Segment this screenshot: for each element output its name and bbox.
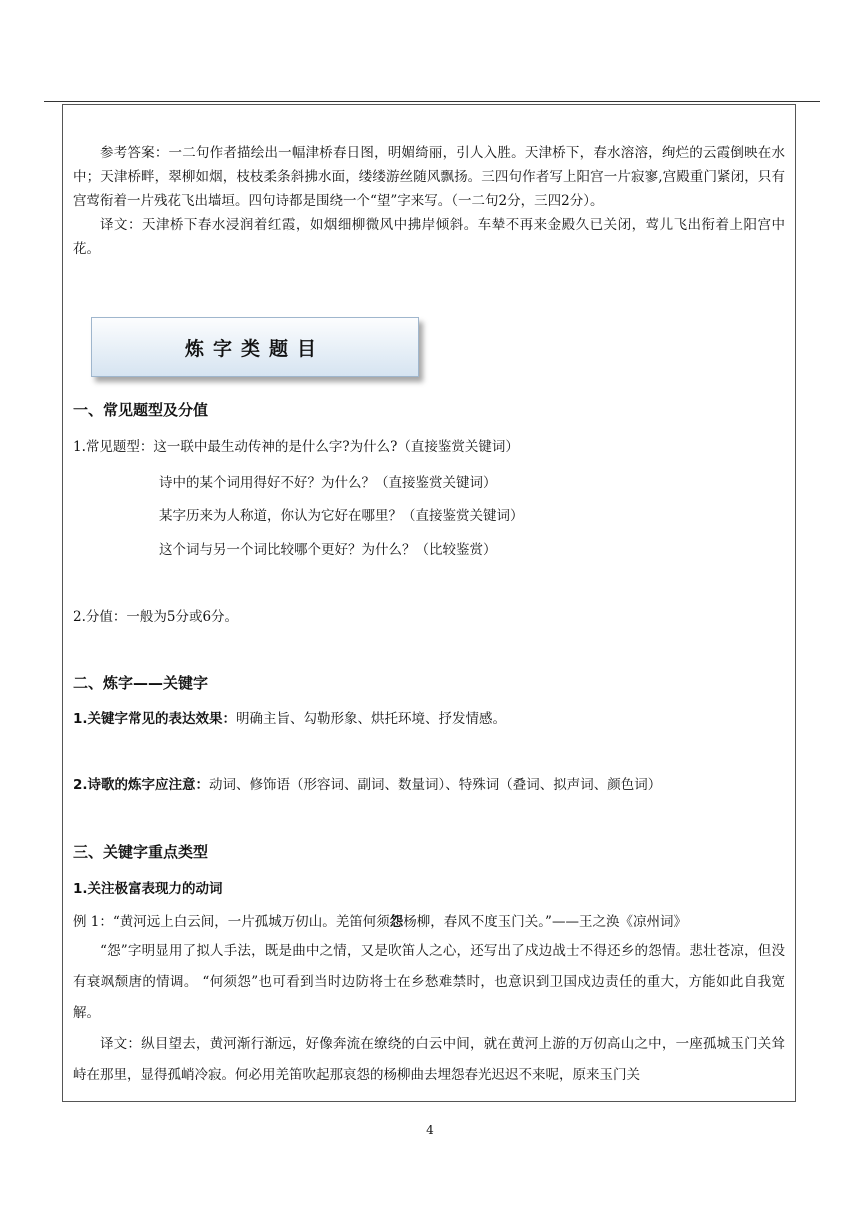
reference-answer-text: 参考答案：一二句作者描绘出一幅津桥春日图，明媚绮丽，引人入胜。天津桥下，春水溶溶，绚烂的云霞倒映在水中；天津桥畔，翠柳如烟，枝枝柔条斜拂水面，缕缕游丝随风飘扬。三四句作者写上阳宫一片寂寥,宫殿重门紧闭，只有宫莺衔着一片残花飞出墙垣。四句诗都是围绕一个“望”字来写。（一二句2分，三四2分）。 [73, 145, 785, 209]
header-rule [44, 101, 820, 102]
question-type-2: 诗中的某个词用得好不好？为什么？（直接鉴赏关键词） [159, 475, 497, 491]
example-1-key-char: 怨 [389, 914, 404, 930]
reference-answer [73, 141, 785, 261]
score-line: 2.分值：一般为5分或6分。 [73, 609, 239, 625]
word-refining-notes [73, 773, 785, 793]
answer-translation-text: 译文：天津桥下春水浸润着红霞，如烟细柳微风中拂岸倾斜。车辇不再来金殿久已关闭，莺儿飞出衔着上阳宫中花。 [73, 217, 785, 257]
page-number: 4 [426, 1123, 434, 1137]
key-word-effects-label: 1.关键字常见的表达效果： [73, 711, 237, 727]
example-1-pre: 例 1：“黄河远上白云间，一片孤城万仞山。羌笛何须 [73, 914, 390, 930]
section3-heading: 三、关键字重点类型 [73, 843, 209, 861]
key-word-effects-text: 明确主旨、勾勒形象、烘托环境、抒发情感。 [236, 711, 507, 727]
analysis-block [73, 936, 785, 1091]
key-word-effects [73, 707, 785, 727]
analysis-text: “怨”字明显用了拟人手法，既是曲中之情，又是吹笛人之心，还写出了戍边战士不得还乡的怨情。悲壮苍凉，但没有衰飒颓唐的情调。 “何须怨”也可看到当时边防将士在乡愁难禁时，也意识到卫国戍边责任的重大，方能如此自我宽解。 [73, 943, 785, 1021]
section-title: 炼字类题目 [184, 337, 325, 360]
example-translation-text: 译文：纵目望去，黄河渐行渐远，好像奔流在缭绕的白云中间，就在黄河上游的万仞高山之中，一座孤城玉门关耸峙在那里，显得孤峭冷寂。何必用羌笛吹起那哀怨的杨柳曲去埋怨春光迟迟不来呢，原来玉门关 [73, 1036, 785, 1083]
question-type-1: 1.常见题型：这一联中最生动传神的是什么字?为什么?（直接鉴赏关键词） [73, 439, 519, 455]
question-type-3: 某字历来为人称道，你认为它好在哪里？（直接鉴赏关键词） [159, 508, 524, 524]
word-refining-notes-label: 2.诗歌的炼字应注意： [73, 777, 210, 793]
example-1 [73, 910, 785, 930]
example-1-post: 杨柳，春风不度玉门关。”——王之涣《凉州词》 [403, 914, 687, 930]
section-title-box [91, 317, 419, 377]
word-refining-notes-text: 动词、修饰语（形容词、副词、数量词）、特殊词（叠词、拟声词、颜色词） [209, 777, 662, 793]
content-frame [62, 104, 796, 1102]
question-type-4: 这个词与另一个词比较哪个更好？为什么？（比较鉴赏） [159, 542, 497, 558]
section2-heading: 二、炼字——关键字 [73, 674, 209, 692]
section1-heading: 一、常见题型及分值 [73, 401, 209, 419]
verb-subheading: 1.关注极富表现力的动词 [73, 881, 223, 897]
